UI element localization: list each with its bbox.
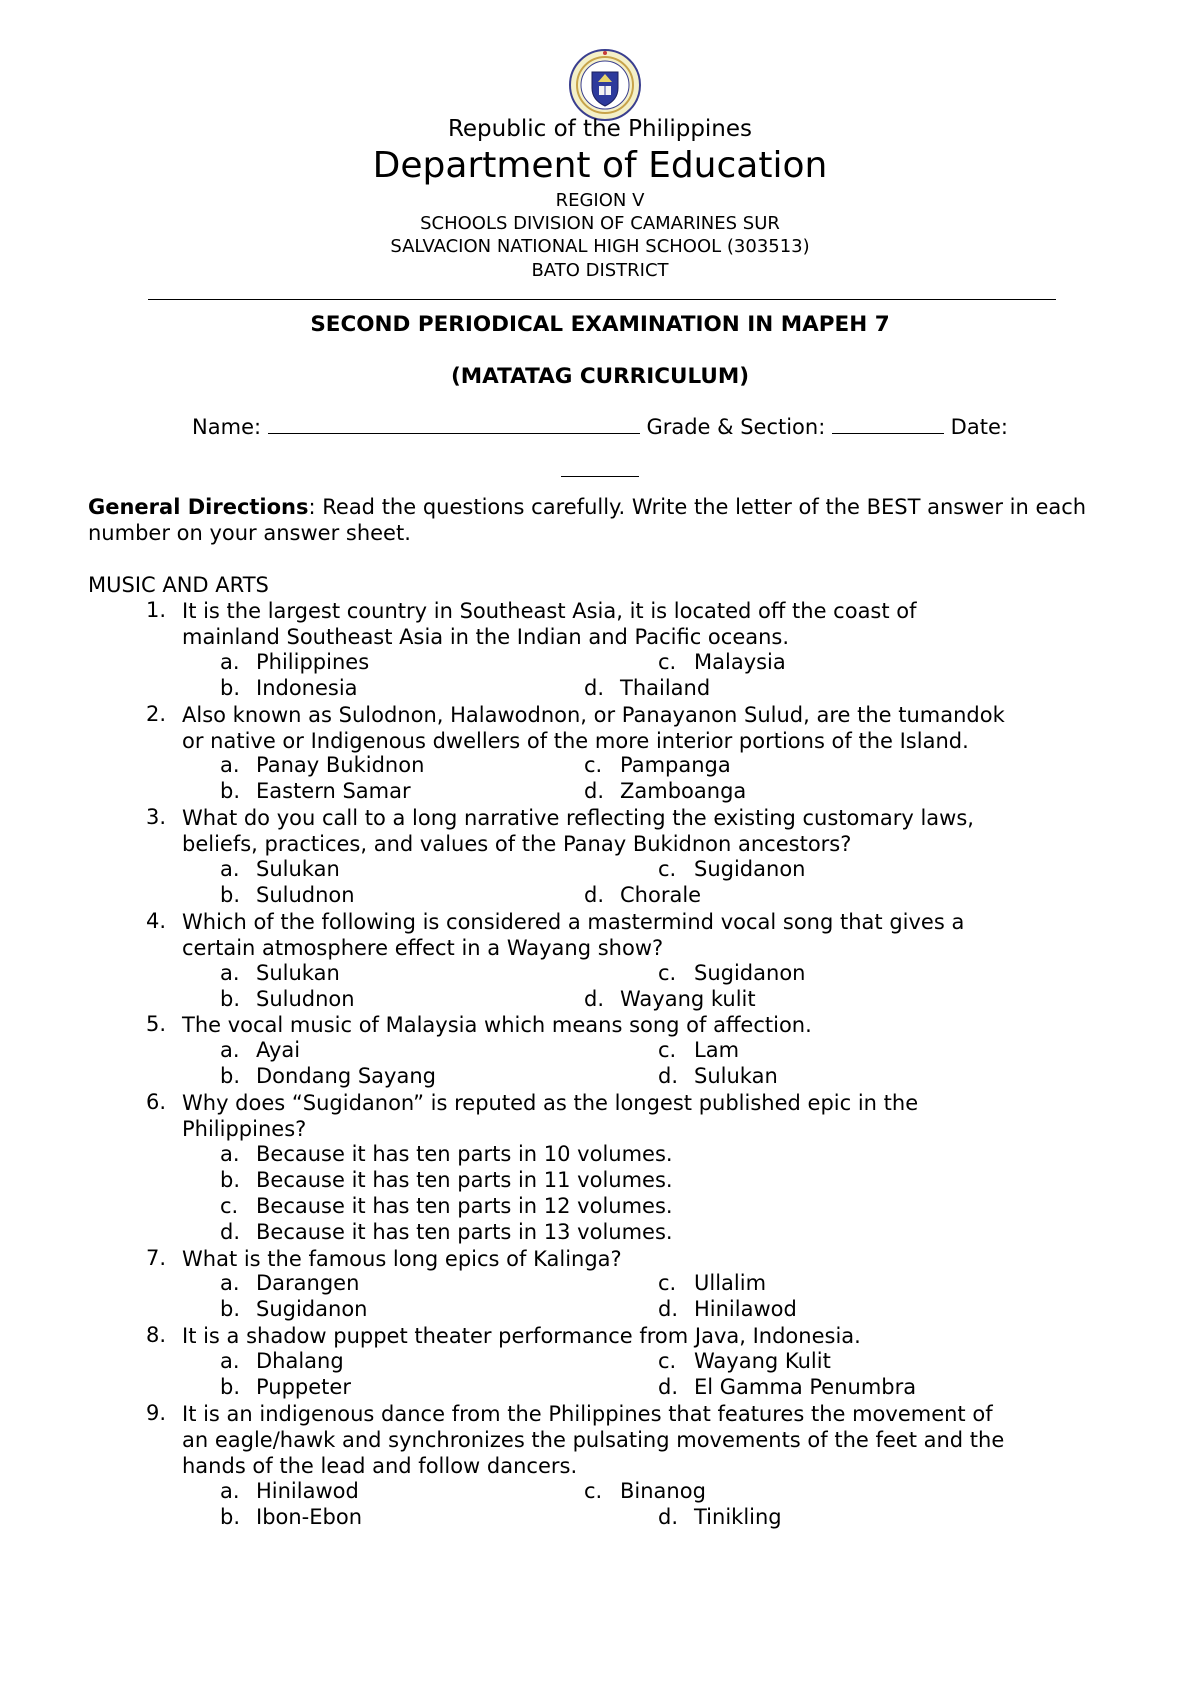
name-field[interactable] [268, 415, 640, 434]
question-text: or native or Indigenous dwellers of the more interior portions of the Island. [182, 728, 969, 753]
answer-option [220, 753, 424, 777]
answer-option [658, 650, 786, 674]
department-title: Department of Education [372, 145, 828, 186]
option-letter: a. [220, 1271, 240, 1296]
question-text: It is an indigenous dance from the Philippines that features the movement of [182, 1401, 993, 1426]
curriculum-title: (MATATAG CURRICULUM) [450, 364, 750, 389]
option-letter: a. [220, 1349, 240, 1374]
option-letter: d. [584, 882, 605, 907]
option-letter: d. [658, 1064, 679, 1089]
date-field[interactable] [561, 458, 639, 477]
answer-option [658, 1038, 739, 1062]
option-text: Eastern Samar [256, 779, 411, 804]
question-text: What do you call to a long narrative reflecting the existing customary laws, [182, 806, 974, 831]
option-letter: b. [220, 1167, 241, 1192]
region-line: REGION V [555, 190, 645, 211]
question-text: What is the famous long epics of Kalinga? [182, 1246, 622, 1271]
option-text: Puppeter [256, 1375, 351, 1399]
option-text: Because it has ten parts in 13 volumes. [256, 1219, 673, 1244]
question-text: It is a shadow puppet theater performance from Java, Indonesia. [182, 1324, 861, 1349]
option-text: Suludnon [256, 882, 355, 907]
answer-option [220, 987, 355, 1011]
option-text: Hinilawod [694, 1297, 797, 1322]
question-number: 9. [145, 1400, 166, 1425]
option-text: Binanog [620, 1478, 706, 1503]
division-line: SCHOOLS DIVISION OF CAMARINES SUR [420, 213, 780, 234]
answer-option [658, 1349, 831, 1373]
option-letter: b. [220, 779, 241, 804]
answer-option [220, 857, 340, 881]
option-text: Thailand [620, 675, 711, 700]
option-letter: b. [220, 1504, 241, 1529]
question-text: beliefs, practices, and values of the Panay Bukidnon ancestors? [182, 832, 852, 857]
option-letter: b. [220, 1064, 241, 1089]
grade-section-label: Grade & Section: [646, 415, 826, 439]
date-field-row [0, 458, 1200, 483]
option-letter: b. [220, 882, 241, 907]
header-divider [148, 299, 1056, 300]
answer-option [220, 1479, 359, 1503]
option-letter: b. [220, 986, 241, 1011]
option-text: Tinikling [694, 1504, 782, 1529]
option-text: Ayai [256, 1038, 301, 1063]
option-text: Zamboanga [620, 779, 747, 804]
date-label: Date: [950, 415, 1008, 439]
question-text: certain atmosphere effect in a Wayang show? [182, 935, 664, 960]
answer-option [220, 1297, 367, 1321]
question-text: Philippines? [182, 1117, 307, 1141]
question-number: 5. [145, 1012, 166, 1037]
option-text: Ullalim [694, 1271, 767, 1296]
republic-line: Republic of the Philippines [447, 116, 753, 142]
option-letter: c. [584, 1478, 603, 1503]
answer-option [584, 987, 756, 1011]
option-letter: d. [584, 986, 605, 1011]
question-text: It is the largest country in Southeast Asia, it is located off the coast of [182, 599, 917, 623]
answer-option [658, 1375, 916, 1399]
option-letter: c. [220, 1193, 239, 1218]
answer-option [220, 1168, 673, 1192]
answer-option [220, 1505, 362, 1529]
question-text: Also known as Sulodnon, Halawodnon, or Panayanon Sulud, are the tumandok [182, 702, 1005, 727]
option-letter: a. [220, 649, 240, 674]
answer-option [220, 1142, 673, 1166]
question-number: 4. [145, 908, 166, 933]
question-text: mainland Southeast Asia in the Indian and Pacific oceans. [182, 624, 790, 649]
question-text: The vocal music of Malaysia which means song of affection. [182, 1013, 812, 1038]
answer-option [658, 961, 805, 985]
answer-option [658, 1505, 782, 1529]
answer-option [584, 883, 701, 907]
section-title: MUSIC AND ARTS [88, 573, 269, 597]
question-number: 1. [145, 598, 166, 622]
option-text: Sugidanon [256, 1297, 368, 1322]
option-text: Chorale [620, 882, 702, 907]
option-letter: a. [220, 1478, 240, 1503]
option-text: Philippines [256, 649, 370, 674]
option-letter: c. [658, 649, 677, 674]
option-text: Sugidanon [694, 857, 806, 881]
directions-text: : Read the questions carefully. Write the letter of the BEST answer in each number on your answer sheet. [88, 495, 1087, 545]
option-text: Indonesia [256, 675, 358, 700]
option-letter: c. [658, 1349, 677, 1374]
option-letter: d. [658, 1375, 679, 1399]
question-number: 8. [145, 1323, 166, 1348]
question-number: 6. [145, 1090, 166, 1115]
answer-option [658, 857, 805, 881]
option-letter: d. [584, 675, 605, 700]
answer-option [220, 1375, 351, 1399]
option-text: Sulukan [256, 857, 340, 881]
option-text: Sulukan [256, 960, 340, 985]
option-text: Dondang Sayang [256, 1064, 436, 1089]
option-letter: a. [220, 960, 240, 985]
option-letter: d. [584, 779, 605, 804]
option-text: Suludnon [256, 986, 355, 1011]
deped-seal-icon [568, 48, 642, 122]
general-directions [88, 494, 1128, 546]
answer-option [658, 1271, 766, 1295]
answer-option [220, 1038, 300, 1062]
option-text: Panay Bukidnon [256, 753, 425, 778]
option-letter: c. [658, 857, 677, 881]
grade-section-field[interactable] [832, 415, 944, 434]
answer-option [220, 1220, 673, 1244]
student-info-line [0, 415, 1200, 439]
answer-option [658, 1297, 797, 1321]
question-text: hands of the lead and follow dancers. [182, 1453, 578, 1478]
answer-option [220, 961, 340, 985]
answer-option [584, 753, 731, 777]
answer-option [584, 779, 746, 803]
question-number: 3. [145, 805, 166, 830]
directions-label: General Directions [88, 495, 309, 519]
option-text: Sulukan [694, 1064, 778, 1089]
option-text: Hinilawod [256, 1478, 359, 1503]
answer-option [220, 1064, 436, 1088]
option-text: Because it has ten parts in 11 volumes. [256, 1167, 673, 1192]
option-letter: c. [658, 1271, 677, 1296]
option-letter: a. [220, 1038, 240, 1063]
option-text: Malaysia [694, 649, 786, 674]
exam-title: SECOND PERIODICAL EXAMINATION IN MAPEH 7 [310, 312, 890, 337]
option-letter: b. [220, 1375, 241, 1399]
option-letter: d. [658, 1297, 679, 1322]
option-text: Pampanga [620, 753, 731, 778]
answer-option [220, 1271, 359, 1295]
school-line: SALVACION NATIONAL HIGH SCHOOL (303513) [390, 236, 810, 257]
option-letter: c. [658, 1038, 677, 1063]
option-text: Lam [694, 1038, 740, 1063]
name-label: Name: [192, 415, 262, 439]
question-text: Why does “Sugidanon” is reputed as the longest published epic in the [182, 1091, 919, 1116]
answer-option [220, 650, 369, 674]
option-letter: b. [220, 1297, 241, 1322]
answer-option [220, 1349, 344, 1373]
answer-option [584, 676, 710, 700]
option-text: Sugidanon [694, 960, 806, 985]
answer-option [220, 1194, 673, 1218]
option-letter: a. [220, 753, 240, 778]
option-text: El Gamma Penumbra [694, 1375, 917, 1399]
option-text: Because it has ten parts in 10 volumes. [256, 1141, 673, 1166]
answer-option [584, 1479, 706, 1503]
option-letter: b. [220, 675, 241, 700]
answer-option [220, 676, 358, 700]
option-letter: d. [220, 1219, 241, 1244]
question-text: an eagle/hawk and synchronizes the pulsating movements of the feet and the [182, 1427, 1005, 1452]
option-text: Wayang Kulit [694, 1349, 831, 1374]
option-letter: a. [220, 857, 240, 881]
answer-option [658, 1064, 778, 1088]
option-text: Dhalang [256, 1349, 344, 1374]
option-text: Wayang kulit [620, 986, 756, 1011]
question-text: Which of the following is considered a mastermind vocal song that gives a [182, 909, 965, 934]
option-letter: a. [220, 1141, 240, 1166]
option-text: Because it has ten parts in 12 volumes. [256, 1193, 673, 1218]
answer-option [220, 883, 355, 907]
option-letter: c. [584, 753, 603, 778]
option-text: Darangen [256, 1271, 360, 1296]
question-number: 2. [145, 701, 166, 726]
district-line: BATO DISTRICT [531, 260, 669, 281]
option-text: Ibon-Ebon [256, 1504, 363, 1529]
option-letter: c. [658, 960, 677, 985]
answer-option [220, 779, 411, 803]
question-number: 7. [145, 1245, 166, 1270]
option-letter: d. [658, 1504, 679, 1529]
